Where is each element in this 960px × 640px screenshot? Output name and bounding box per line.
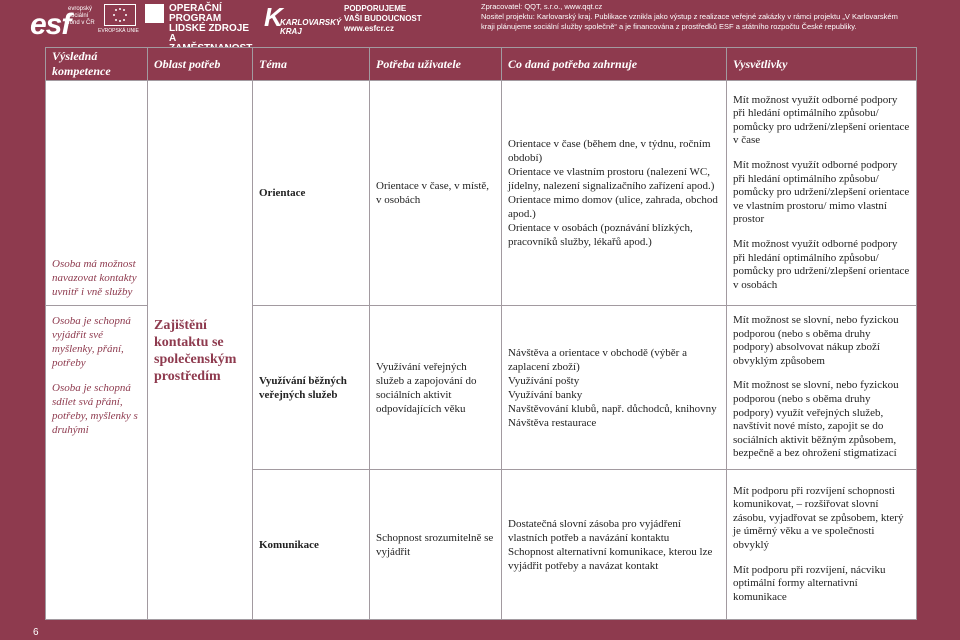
- kraj-line: KRAJ: [280, 27, 302, 36]
- competence-text: Osoba má možnost navazovat kontakty uvnitř i vně služby: [52, 258, 137, 298]
- theme-text: Orientace: [259, 187, 306, 199]
- contains-item: Navštěvování klubů, např. důchodců, knihovny: [508, 402, 717, 415]
- podporujeme-line: PODPORUJEME: [344, 4, 407, 13]
- contains-cell: [502, 470, 727, 620]
- explanation-cell: [727, 470, 917, 620]
- header-need: Potřeba uživatele: [370, 48, 502, 81]
- explanation-item: Mít možnost se slovní, nebo fyzickou podporou (nebo s oběma druhy podpory) absolvovat nákup zboží obvyklým způsobem: [733, 314, 899, 367]
- explanation-item: Mít možnost využít odborné podpory při hledání optimálního způsobu/ pomůcky pro udržení/zlepšení orientace v osobách: [733, 237, 910, 291]
- theme-cell: [253, 306, 370, 470]
- publication-credits: [481, 2, 956, 32]
- contains-cell: [502, 81, 727, 306]
- credits-line: Nositel projektu: Karlovarský kraj. Publikace vznikla jako výstup z realizace veřejné zakázky v rámci projektu „V Karlovarském: [481, 12, 898, 21]
- contains-item: Návštěva a orientace v obchodě (výběr a zaplacení zboží): [508, 346, 687, 373]
- table-row: [46, 81, 917, 306]
- table-header-row: [46, 48, 917, 81]
- competence-cell: [46, 306, 148, 620]
- contains-item: Využívání banky: [508, 388, 583, 401]
- eu-flag-icon: [104, 4, 136, 26]
- eu-label: EVROPSKÁ UNIE: [98, 28, 139, 34]
- explanation-item: Mít podporu při rozvíjení schopnosti komunikovat, – rozšiřovat slovní zásobu, vyjadřovat se způsobem, který je úměrný věku a ve společnosti obvyklý: [733, 484, 904, 551]
- explanation-item: Mít možnost se slovní, nebo fyzickou podporou (nebo s oběma druhy podpory) využít veřejných služeb, navštívit nové místo, zapojit se do sociálních aktivit běžným způsobem, bezpečně a bez ohrožení stigmatizací: [733, 379, 899, 460]
- needs-table: [45, 47, 917, 620]
- need-cell: [370, 306, 502, 470]
- explanation-item: Mít možnost využít odborné podpory při hledání optimálního způsobu/ pomůcky pro udržení/zlepšení orientace v čase: [733, 93, 910, 147]
- op-line: A: [169, 33, 176, 44]
- header-band: [0, 0, 960, 44]
- contains-item: Návštěva restaurace: [508, 416, 597, 429]
- theme-text: Využívání běžných veřejných služeb: [259, 374, 347, 401]
- esf-mark: esf: [30, 8, 71, 41]
- theme-cell: [253, 81, 370, 306]
- podporujeme-logo: [344, 4, 444, 38]
- theme-cell: [253, 470, 370, 620]
- explanation-item: Mít podporu při rozvíjení, nácviku optimální formy alternativní komunikace: [733, 563, 886, 603]
- contains-item: Orientace ve vlastním prostoru (nalezení WC, jídelny, nalezení signalizačního zařízení apod.): [508, 166, 715, 192]
- page-number: 6: [33, 627, 39, 638]
- header-theme: Téma: [253, 48, 370, 81]
- area-cell: [148, 81, 253, 620]
- op-logo: [145, 3, 260, 44]
- esf-line: evropský: [68, 6, 93, 12]
- kraj-mark-icon: K: [264, 2, 283, 32]
- explanation-item: Mít možnost využít odborné podpory při hledání optimálního způsobu/ pomůcky pro udržení/zlepšení orientace ve vlastním prostoru/ mimo vlastní prostor: [733, 159, 910, 226]
- kraj-line: KARLOVARSKÝ: [280, 18, 342, 27]
- needs-table-container: [45, 47, 916, 620]
- area-text: Zajištění kontaktu se společenským prostředím: [154, 318, 237, 384]
- header-competence: Výsledná kompetence: [46, 48, 148, 81]
- need-cell: [370, 470, 502, 620]
- credits-line: Zpracovatel: QQT, s.r.o., www.qqt.cz: [481, 2, 603, 11]
- need-text: Orientace v čase, v místě, v osobách: [376, 180, 490, 206]
- esf-line: sociální: [68, 13, 89, 19]
- contains-item: Dostatečná slovní zásoba pro vyjádření vlastních potřeb a navázání kontaktu: [508, 517, 681, 544]
- contains-item: Využívání pošty: [508, 374, 580, 387]
- op-line: OPERAČNÍ PROGRAM: [169, 3, 222, 24]
- contains-item: Schopnost alternativní komunikace, kterou lze vyjádřit potřeby a navázat kontakt: [508, 545, 713, 572]
- header-area: Oblast potřeb: [148, 48, 253, 81]
- esf-line: fond v ČR: [68, 20, 95, 26]
- op-mark-icon: [145, 4, 164, 23]
- need-text: Schopnost srozumitelně se vyjádřit: [376, 531, 494, 558]
- credits-line: kraji plánujeme sociální služby společně“ a je financována z prostředků ESF a státního rozpočtu České republiky.: [481, 22, 857, 31]
- esf-text: [68, 6, 106, 27]
- need-text: Využívání veřejných služeb a zapojování do sociálních aktivit odpovídajících věku: [376, 360, 477, 415]
- header-explanations: Vysvětlivky: [727, 48, 917, 81]
- contains-item: Orientace v osobách (poznávání blízkých, pracovníků služby, lékařů apod.): [508, 222, 693, 248]
- kraj-text: [280, 18, 341, 36]
- competence-text: Osoba je schopná sdílet svá přání, potřeby, myšlenky s druhými: [52, 382, 138, 436]
- esf-logo: [30, 2, 140, 40]
- explanation-cell: [727, 81, 917, 306]
- contains-cell: [502, 306, 727, 470]
- podporujeme-text: [344, 4, 444, 34]
- karlovarsky-kraj-logo: [262, 2, 342, 40]
- competence-text: Osoba je schopná vyjádřit své myšlenky, přání, potřeby: [52, 315, 131, 369]
- need-cell: [370, 81, 502, 306]
- theme-text: Komunikace: [259, 538, 319, 551]
- podporujeme-line: VAŠI BUDOUCNOST: [344, 14, 422, 23]
- contains-item: Orientace mimo domov (ulice, zahrada, obchod apod.): [508, 194, 718, 220]
- header-contains: Co daná potřeba zahrnuje: [502, 48, 727, 81]
- op-line: LIDSKÉ ZDROJE: [169, 23, 250, 34]
- podporujeme-url: www.esfcr.cz: [344, 24, 394, 33]
- competence-cell: [46, 81, 148, 306]
- contains-item: Orientace v čase (během dne, v týdnu, ročním období): [508, 138, 711, 164]
- explanation-cell: [727, 306, 917, 470]
